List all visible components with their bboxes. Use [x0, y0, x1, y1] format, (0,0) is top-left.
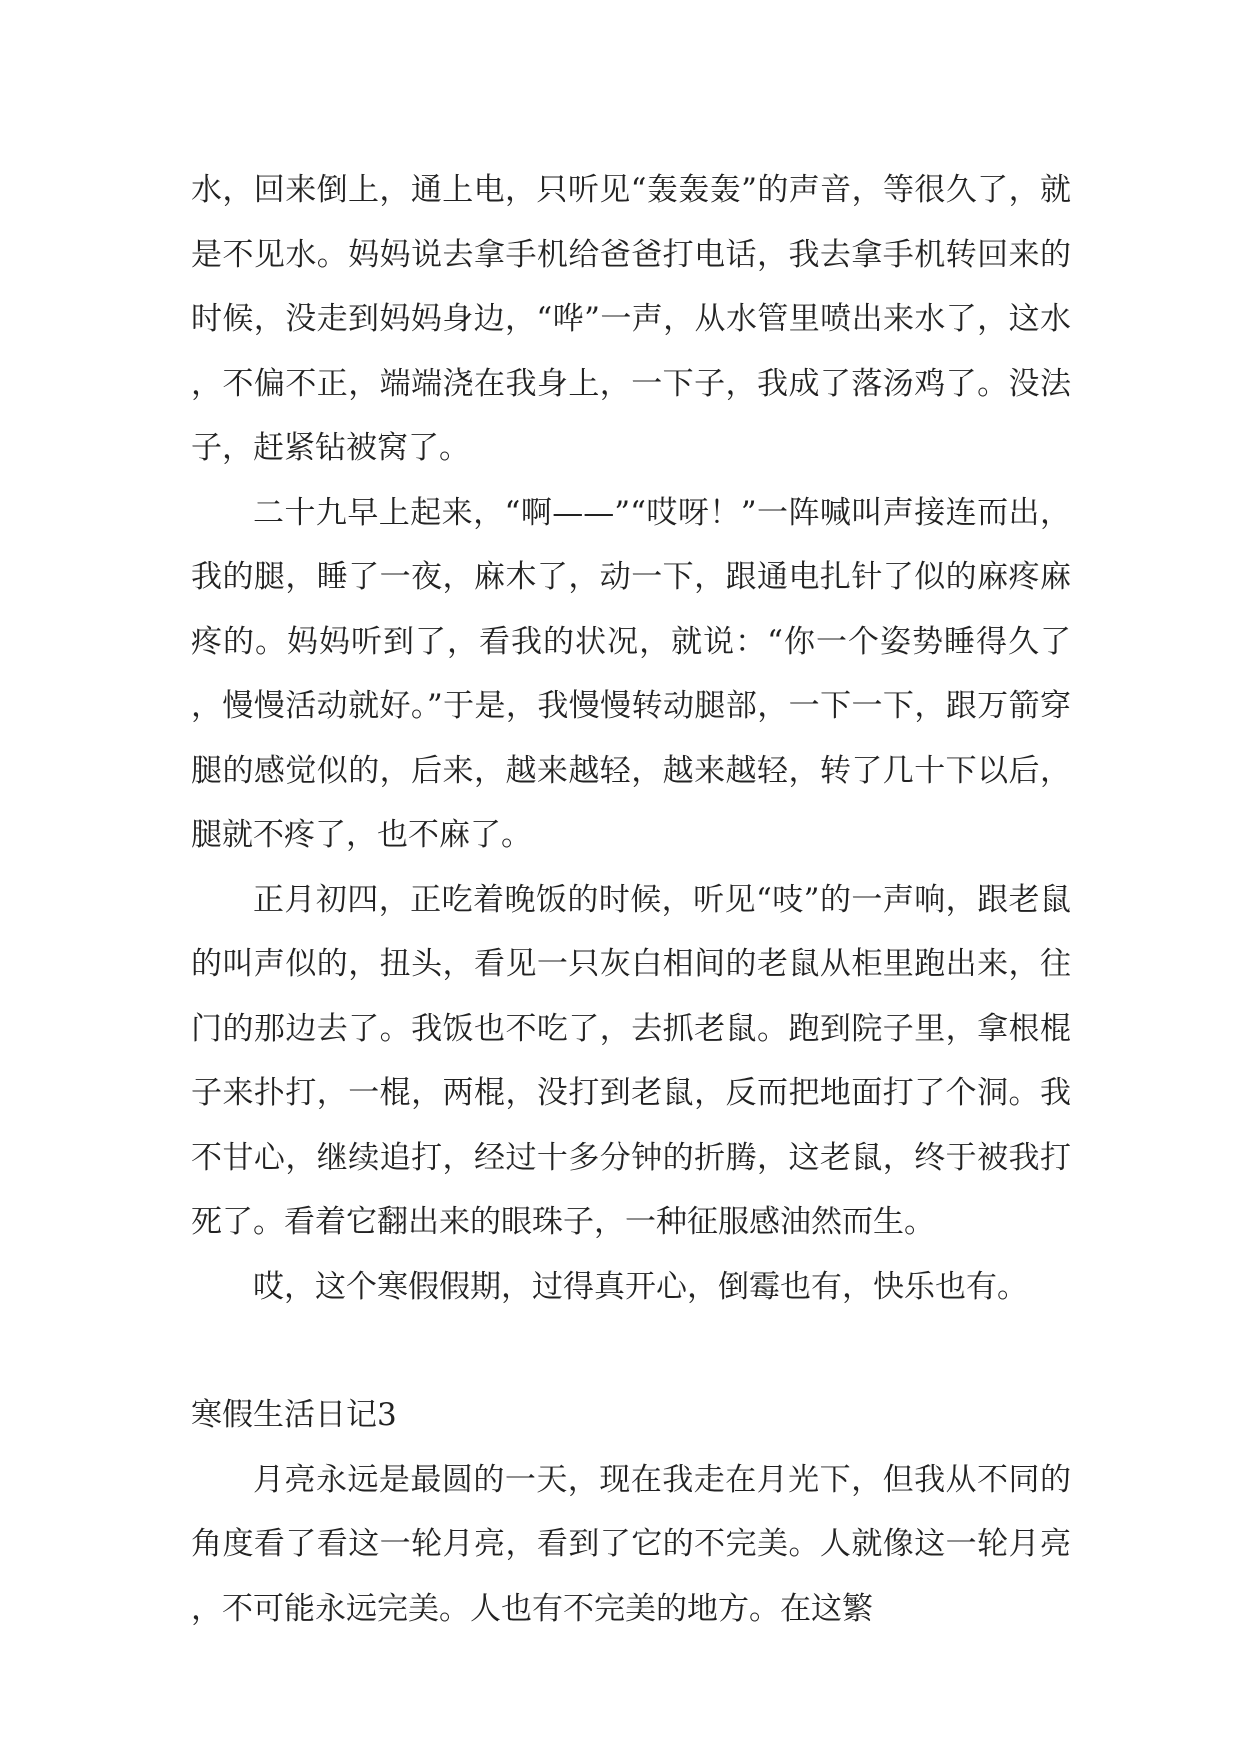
section-paragraph: 月亮永远是最圆的一天，现在我走在月光下，但我从不同的角度看了看这一轮月亮，看到了它的不完美。人就像这一轮月亮，不可能永远完美。人也有不完美的地方。在这繁: [191, 1461, 1071, 1627]
paragraph-4: 哎，这个寒假假期，过得真开心，倒霉也有，快乐也有。: [253, 1268, 1028, 1305]
paragraph-2: 二十九早上起来，“啊——”“哎呀！”一阵喊叫声接连而出，我的腿，睡了一夜，麻木了，动一下，跟通电扎针了似的麻疼麻疼的。妈妈听到了，看我的状况，就说：“你一个姿势睡得久了，慢慢活动就好。”于是，我慢慢转动腿部，一下一下，跟万箭穿腿的感觉似的，后来，越来越轻，越来越轻，转了几十下以后，腿就不疼了，也不麻了。: [191, 494, 1071, 853]
paragraph-1: 水，回来倒上，通上电，只听见“轰轰轰”的声音，等很久了，就是不见水。妈妈说去拿手机给爸爸打电话，我去拿手机转回来的时候，没走到妈妈身边，“哗”一声，从水管里喷出来水了，这水，不偏不正，端端浇在我身上，一下子，我成了落汤鸡了。没法子，赶紧钻被窝了。: [191, 172, 1071, 466]
section-title: 寒假生活日记3: [191, 1397, 397, 1433]
paragraph-3: 正月初四，正吃着晚饭的时候，听见“吱”的一声响，跟老鼠的叫声似的，扭头，看见一只灰白相间的老鼠从柜里跑出来，往门的那边去了。我饭也不吃了，去抓老鼠。跑到院子里，拿根棍子来扑打，一棍，两棍，没打到老鼠，反而把地面打了个洞。我不甘心，继续追打，经过十多分钟的折腾，这老鼠，终于被我打死了。看着它翻出来的眼珠子，一种征服感油然而生。: [191, 881, 1071, 1240]
document-body: [191, 158, 1071, 1641]
